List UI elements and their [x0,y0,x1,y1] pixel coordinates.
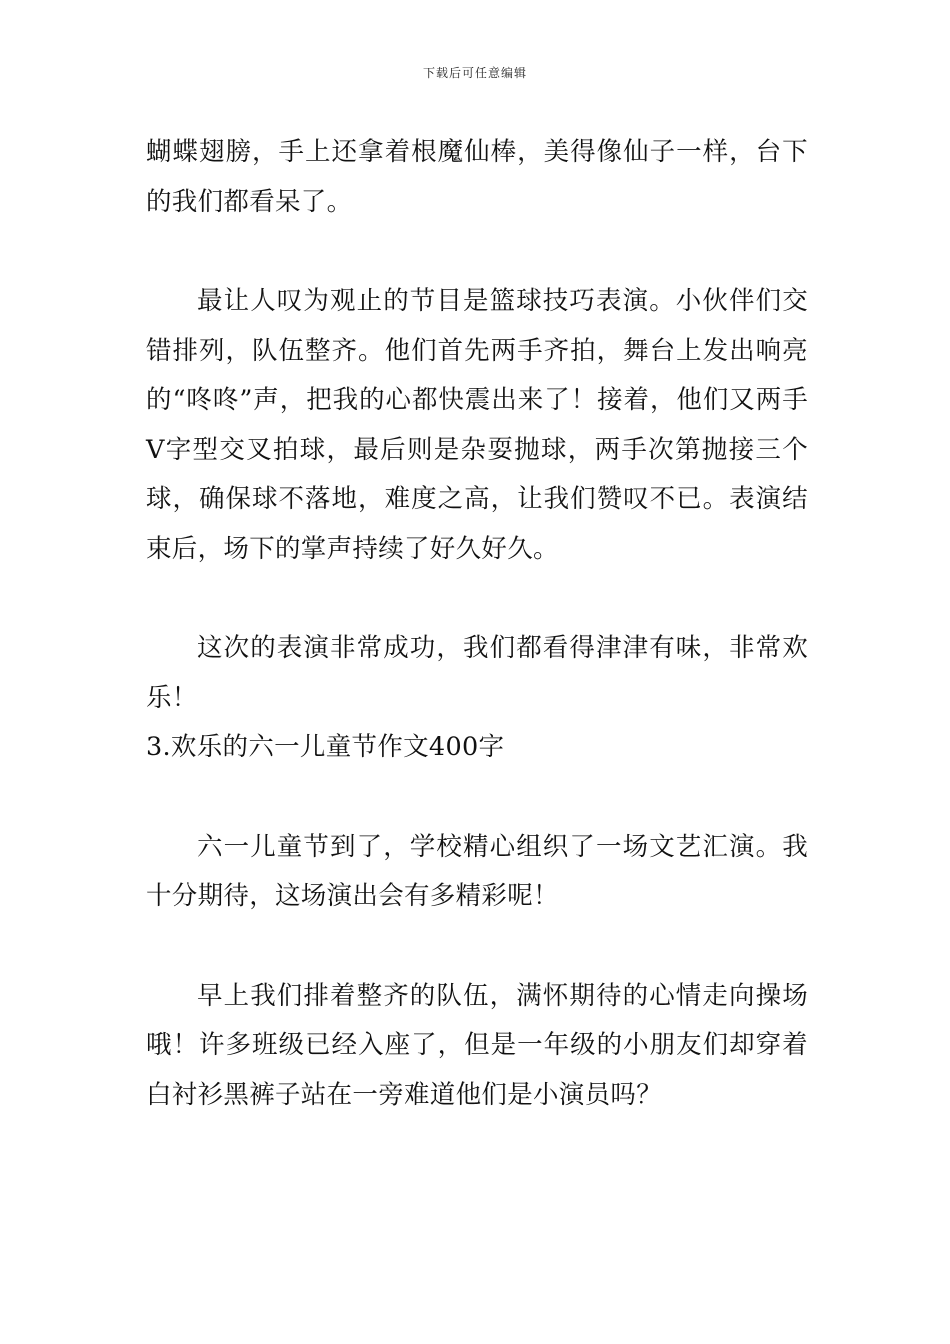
paragraph-conclusion: 这次的表演非常成功，我们都看得津津有味，非常欢乐！ [146,633,808,713]
section-heading: 3.欢乐的六一儿童节作文400字 [146,732,505,762]
paragraph-basketball-show: 最让人叹为观止的节目是篮球技巧表演。小伙伴们交错排列，队伍整齐。他们首先两手齐拍，舞台上发出响亮的“咚咚”声，把我的心都快震出来了！接着，他们又两手V字型交叉拍球，最后则是杂耍抛球，两手次第抛接三个球，确保球不落地，难度之高，让我们赞叹不已。表演结束后，场下的掌声持续了好久好久。 [146,286,808,564]
paragraph-morning: 早上我们排着整齐的队伍，满怀期待的心情走向操场哦！许多班级已经入座了，但是一年级的小朋友们却穿着白衬衫黑裤子站在一旁难道他们是小演员吗？ [146,980,808,1110]
page-header: 下载后可任意编辑 [422,66,527,80]
document-body [146,128,808,1120]
paragraph-continuation: 蝴蝶翅膀，手上还拿着根魔仙棒，美得像仙子一样，台下的我们都看呆了。 [146,137,808,217]
paragraph-intro: 六一儿童节到了，学校精心组织了一场文艺汇演。我十分期待，这场演出会有多精彩呢！ [146,831,808,911]
